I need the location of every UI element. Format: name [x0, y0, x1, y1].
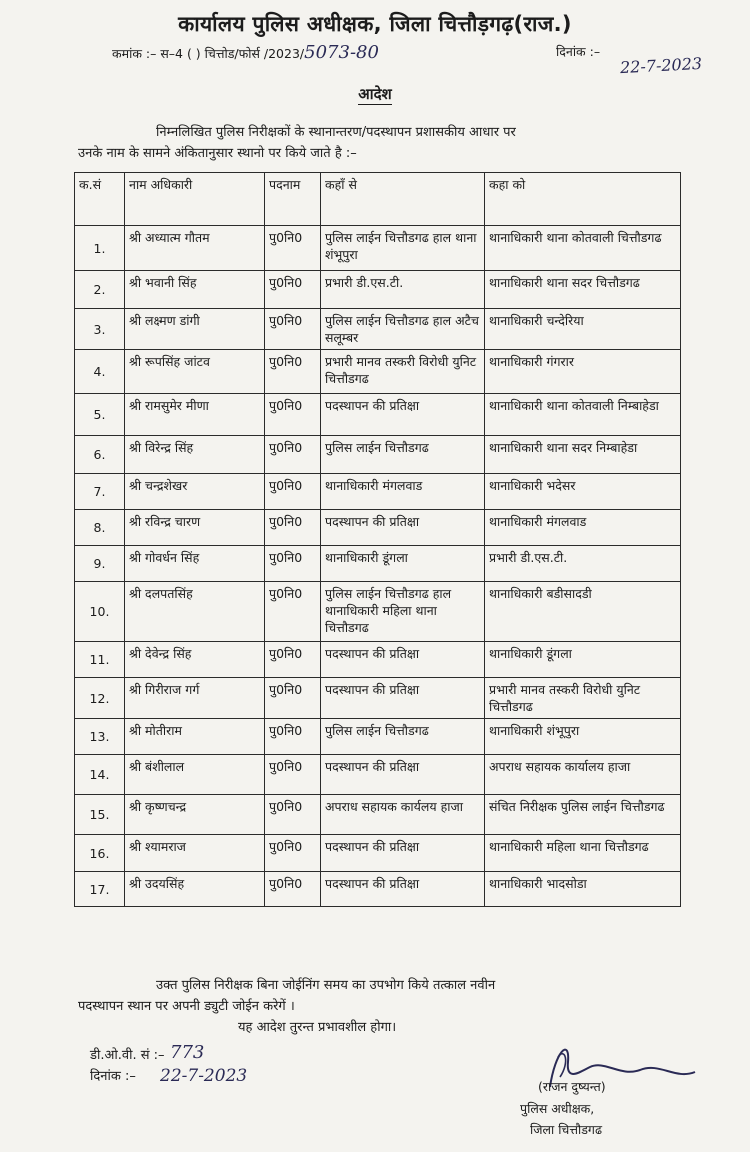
cell-post: पु0नि0	[265, 582, 321, 642]
cell-from: पदस्थापन की प्रतिक्षा	[321, 835, 485, 872]
table-row	[75, 350, 681, 394]
cell-post: पु0नि0	[265, 795, 321, 835]
cell-from: थानाधिकारी मंगलवाड	[321, 474, 485, 510]
table-row	[75, 474, 681, 510]
transfer-table	[74, 172, 681, 907]
cell-post: पु0नि0	[265, 642, 321, 678]
cell-sn: 3.	[75, 309, 125, 350]
reference-line	[112, 42, 379, 63]
cell-post: पु0नि0	[265, 309, 321, 350]
cell-name: श्री दलपतसिंह	[125, 582, 265, 642]
date-label: दिनांक :–	[556, 44, 601, 59]
cell-from: पदस्थापन की प्रतिक्षा	[321, 755, 485, 795]
table-row	[75, 394, 681, 436]
cell-post: पु0नि0	[265, 394, 321, 436]
cell-to: प्रभारी मानव तस्करी विरोधी युनिट चित्तौडगढ	[485, 678, 681, 719]
cell-from: पदस्थापन की प्रतिक्षा	[321, 510, 485, 546]
office-title: कार्यालय पुलिस अधीक्षक, जिला चित्तौड़गढ़(राज.)	[178, 12, 572, 36]
closing-line-1: उक्त पुलिस निरीक्षक बिना जोईनिंग समय का उपभोग किये तत्काल नवीन	[156, 978, 496, 993]
intro-line-2: उनके नाम के सामने अंकितानुसार स्थानो पर किये जाते है :–	[78, 146, 357, 161]
cell-from: पुलिस लाईन चित्तौडगढ हाल थाना शंभूपुरा	[321, 226, 485, 271]
table-row	[75, 872, 681, 907]
table-row	[75, 678, 681, 719]
cell-name: श्री मोतीराम	[125, 719, 265, 755]
cell-post: पु0नि0	[265, 436, 321, 474]
cell-to: थानाधिकारी गंगरार	[485, 350, 681, 394]
dispatch-date-label: दिनांक :–	[90, 1069, 136, 1084]
cell-sn: 15.	[75, 795, 125, 835]
header-from: कहाँ से	[321, 173, 485, 226]
cell-sn: 6.	[75, 436, 125, 474]
table-row	[75, 795, 681, 835]
cell-post: पु0नि0	[265, 510, 321, 546]
table-row	[75, 271, 681, 309]
cell-name: श्री विरेन्द्र सिंह	[125, 436, 265, 474]
cell-sn: 4.	[75, 350, 125, 394]
cell-sn: 16.	[75, 835, 125, 872]
intro-line-1: निम्नलिखित पुलिस निरीक्षकों के स्थानान्तरण/पदस्थापन प्रशासकीय आधार पर	[156, 125, 516, 140]
date-value: 22-7-2023	[619, 53, 703, 78]
cell-post: पु0नि0	[265, 226, 321, 271]
cell-name: श्री रविन्द्र चारण	[125, 510, 265, 546]
cell-from: पुलिस लाईन चित्तौडगढ	[321, 719, 485, 755]
table-row	[75, 546, 681, 582]
cell-post: पु0नि0	[265, 835, 321, 872]
cell-name: श्री गिरीराज गर्ग	[125, 678, 265, 719]
cell-post: पु0नि0	[265, 872, 321, 907]
signatory-name: (राजन दुष्यन्त)	[538, 1079, 606, 1094]
cell-sn: 1.	[75, 226, 125, 271]
reference-prefix: कमांक :– स–4 ( ) चित्तोड/फोर्स /2023/	[112, 46, 305, 61]
cell-post: पु0नि0	[265, 719, 321, 755]
table-header-row	[75, 173, 681, 226]
cell-sn: 14.	[75, 755, 125, 795]
signatory-post: पुलिस अधीक्षक,	[520, 1101, 595, 1116]
cell-sn: 5.	[75, 394, 125, 436]
header-post: पदनाम	[265, 173, 321, 226]
dispatch-number-value: 773	[170, 1042, 205, 1063]
cell-name: श्री कृष्णचन्द्र	[125, 795, 265, 835]
cell-post: पु0नि0	[265, 474, 321, 510]
cell-sn: 11.	[75, 642, 125, 678]
order-heading-text: आदेश	[358, 85, 392, 103]
cell-name: श्री गोवर्धन सिंह	[125, 546, 265, 582]
reference-number: 5073-80	[304, 42, 379, 63]
header-to: कहा को	[485, 173, 681, 226]
cell-from: थानाधिकारी डूंगला	[321, 546, 485, 582]
cell-name: श्री रामसुमेर मीणा	[125, 394, 265, 436]
cell-to: थानाधिकारी थाना कोतवाली चित्तौडगढ	[485, 226, 681, 271]
signatory-district: जिला चित्तौडगढ	[530, 1122, 603, 1137]
cell-to: थानाधिकारी शंभूपुरा	[485, 719, 681, 755]
cell-post: पु0नि0	[265, 546, 321, 582]
cell-from: पुलिस लाईन चित्तौडगढ हाल अटैच सलूम्बर	[321, 309, 485, 350]
cell-sn: 7.	[75, 474, 125, 510]
cell-from: प्रभारी मानव तस्करी विरोधी युनिट चित्तौडगढ	[321, 350, 485, 394]
cell-sn: 10.	[75, 582, 125, 642]
table-row	[75, 436, 681, 474]
order-heading	[0, 84, 750, 104]
cell-to: थानाधिकारी थाना सदर निम्बाहेडा	[485, 436, 681, 474]
cell-post: पु0नि0	[265, 755, 321, 795]
closing-line-2: पदस्थापन स्थान पर अपनी ड्युटी जोईन करेगें ।	[78, 999, 295, 1014]
closing-paragraph	[78, 975, 678, 1038]
cell-name: श्री बंशीलाल	[125, 755, 265, 795]
cell-from: पुलिस लाईन चित्तौडगढ	[321, 436, 485, 474]
cell-to: थानाधिकारी थाना कोतवाली निम्बाहेडा	[485, 394, 681, 436]
dispatch-date-value: 22-7-2023	[160, 1066, 248, 1086]
cell-to: थानाधिकारी बडीसादडी	[485, 582, 681, 642]
cell-to: संचित निरीक्षक पुलिस लाईन चित्तौडगढ	[485, 795, 681, 835]
cell-from: पुलिस लाईन चित्तौडगढ हाल थानाधिकारी महिला थाना चित्तौडगढ	[321, 582, 485, 642]
cell-from: पदस्थापन की प्रतिक्षा	[321, 872, 485, 907]
cell-sn: 8.	[75, 510, 125, 546]
cell-to: प्रभारी डी.एस.टी.	[485, 546, 681, 582]
table-row	[75, 719, 681, 755]
closing-line-3: यह आदेश तुरन्त प्रभावशील होगा।	[238, 1020, 397, 1035]
table-body	[75, 226, 681, 907]
cell-sn: 12.	[75, 678, 125, 719]
table-row	[75, 582, 681, 642]
header-name: नाम अधिकारी	[125, 173, 265, 226]
cell-post: पु0नि0	[265, 271, 321, 309]
table-row	[75, 510, 681, 546]
cell-to: थानाधिकारी मंगलवाड	[485, 510, 681, 546]
cell-name: श्री अध्यात्म गौतम	[125, 226, 265, 271]
cell-post: पु0नि0	[265, 350, 321, 394]
cell-from: अपराध सहायक कार्यलय हाजा	[321, 795, 485, 835]
table-row	[75, 835, 681, 872]
cell-to: थानाधिकारी भादसोडा	[485, 872, 681, 907]
cell-sn: 9.	[75, 546, 125, 582]
header-sn: क.सं	[75, 173, 125, 226]
cell-to: थानाधिकारी चन्देरिया	[485, 309, 681, 350]
intro-paragraph	[78, 122, 678, 164]
cell-to: थानाधिकारी महिला थाना चित्तौडगढ	[485, 835, 681, 872]
cell-name: श्री श्यामराज	[125, 835, 265, 872]
table-row	[75, 309, 681, 350]
table-row	[75, 226, 681, 271]
dispatch-number-label: डी.ओ.वी. सं :–	[90, 1048, 165, 1063]
cell-to: थानाधिकारी भदेसर	[485, 474, 681, 510]
cell-post: पु0नि0	[265, 678, 321, 719]
cell-from: पदस्थापन की प्रतिक्षा	[321, 642, 485, 678]
cell-name: श्री उदयसिंह	[125, 872, 265, 907]
table-row	[75, 642, 681, 678]
cell-to: थानाधिकारी थाना सदर चित्तौडगढ	[485, 271, 681, 309]
cell-name: श्री देवेन्द्र सिंह	[125, 642, 265, 678]
cell-from: प्रभारी डी.एस.टी.	[321, 271, 485, 309]
cell-from: पदस्थापन की प्रतिक्षा	[321, 678, 485, 719]
table-row	[75, 755, 681, 795]
cell-to: अपराध सहायक कार्यालय हाजा	[485, 755, 681, 795]
cell-name: श्री चन्द्रशेखर	[125, 474, 265, 510]
cell-name: श्री भवानी सिंह	[125, 271, 265, 309]
cell-from: पदस्थापन की प्रतिक्षा	[321, 394, 485, 436]
cell-sn: 2.	[75, 271, 125, 309]
cell-sn: 13.	[75, 719, 125, 755]
cell-sn: 17.	[75, 872, 125, 907]
cell-to: थानाधिकारी डूंगला	[485, 642, 681, 678]
cell-name: श्री लक्ष्मण डांगी	[125, 309, 265, 350]
cell-name: श्री रूपसिंह जांटव	[125, 350, 265, 394]
